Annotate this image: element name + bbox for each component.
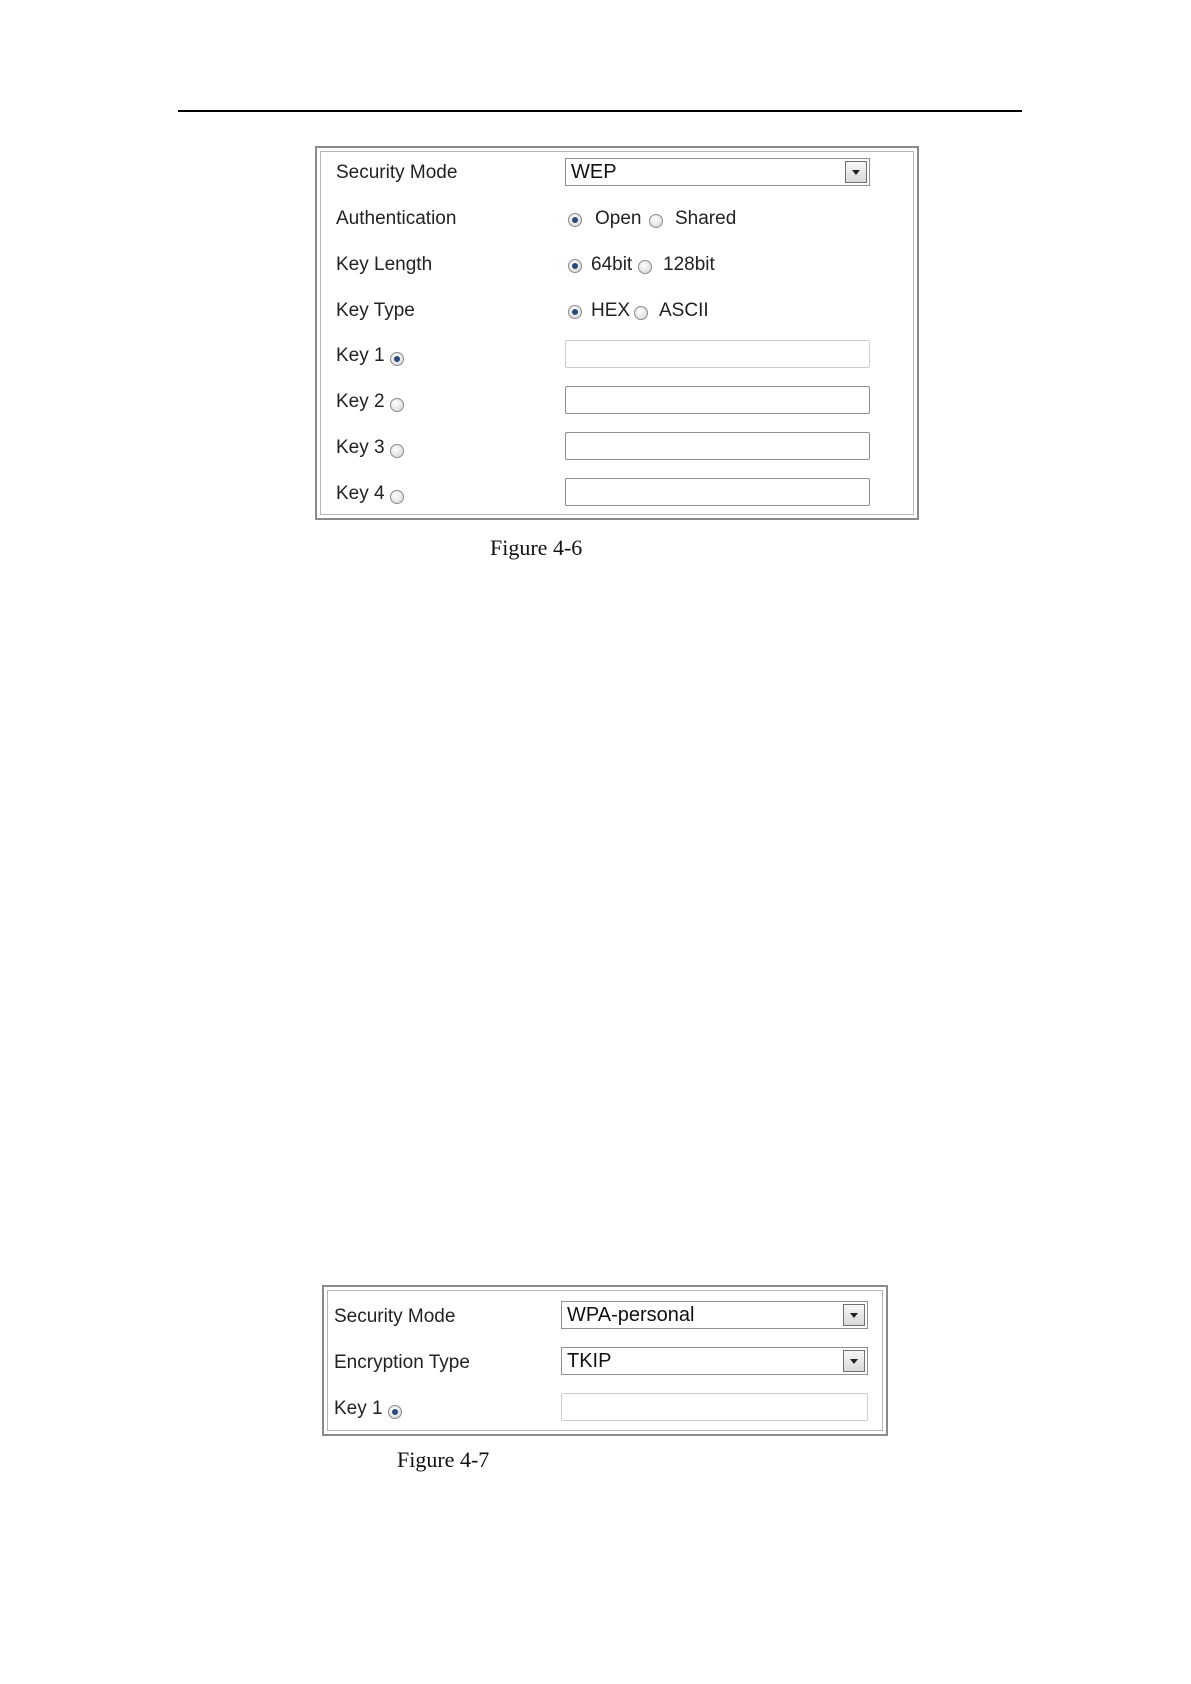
authentication-label: Authentication (336, 208, 457, 229)
key-length-128bit-label: 128bit (663, 254, 715, 275)
security-mode-label: Security Mode (336, 162, 458, 183)
key-4-input[interactable] (565, 478, 870, 506)
encryption-type-label: Encryption Type (334, 1352, 470, 1373)
key-3-label: Key 3 (336, 437, 385, 458)
wpa-settings-panel (322, 1285, 888, 1436)
key-length-64bit-label: 64bit (591, 254, 633, 275)
key-1-label: Key 1 (334, 1398, 383, 1419)
key-type-hex-label: HEX (591, 300, 631, 321)
security-mode-select[interactable] (561, 1301, 868, 1329)
authentication-open-radio[interactable] (568, 213, 582, 227)
header-rule (178, 110, 1022, 112)
key-1-input[interactable] (561, 1393, 868, 1421)
authentication-shared-radio[interactable] (649, 214, 663, 228)
key-3-radio[interactable] (390, 444, 404, 458)
key-1-label: Key 1 (336, 345, 385, 366)
key-2-input[interactable] (565, 386, 870, 414)
key-1-input[interactable] (565, 340, 870, 368)
key-length-64bit-radio[interactable] (568, 259, 582, 273)
chevron-down-icon[interactable] (845, 161, 867, 183)
panel-inner-border (320, 151, 914, 515)
security-mode-label: Security Mode (334, 1306, 456, 1327)
security-mode-value: WPA-personal (567, 1304, 695, 1326)
security-mode-select[interactable] (565, 158, 870, 186)
key-2-label: Key 2 (336, 391, 385, 412)
key-1-radio[interactable] (390, 352, 404, 366)
figure-4-6-caption: Figure 4-6 (490, 535, 583, 560)
key-length-128bit-radio[interactable] (638, 260, 652, 274)
encryption-type-select[interactable] (561, 1347, 868, 1375)
chevron-down-icon[interactable] (843, 1304, 865, 1326)
key-4-radio[interactable] (390, 490, 404, 504)
encryption-type-value: TKIP (567, 1350, 612, 1372)
key-type-ascii-radio[interactable] (634, 306, 648, 320)
key-1-radio[interactable] (388, 1405, 402, 1419)
key-type-label: Key Type (336, 300, 415, 321)
key-3-input[interactable] (565, 432, 870, 460)
key-length-label: Key Length (336, 254, 433, 275)
key-4-label: Key 4 (336, 483, 385, 504)
key-2-radio[interactable] (390, 398, 404, 412)
wep-settings-panel (315, 146, 919, 520)
security-mode-value: WEP (571, 161, 617, 183)
key-type-ascii-label: ASCII (659, 300, 709, 321)
authentication-open-label: Open (595, 208, 642, 229)
figure-4-7-caption: Figure 4-7 (397, 1447, 490, 1472)
chevron-down-icon[interactable] (843, 1350, 865, 1372)
authentication-shared-label: Shared (675, 208, 737, 229)
key-type-hex-radio[interactable] (568, 305, 582, 319)
